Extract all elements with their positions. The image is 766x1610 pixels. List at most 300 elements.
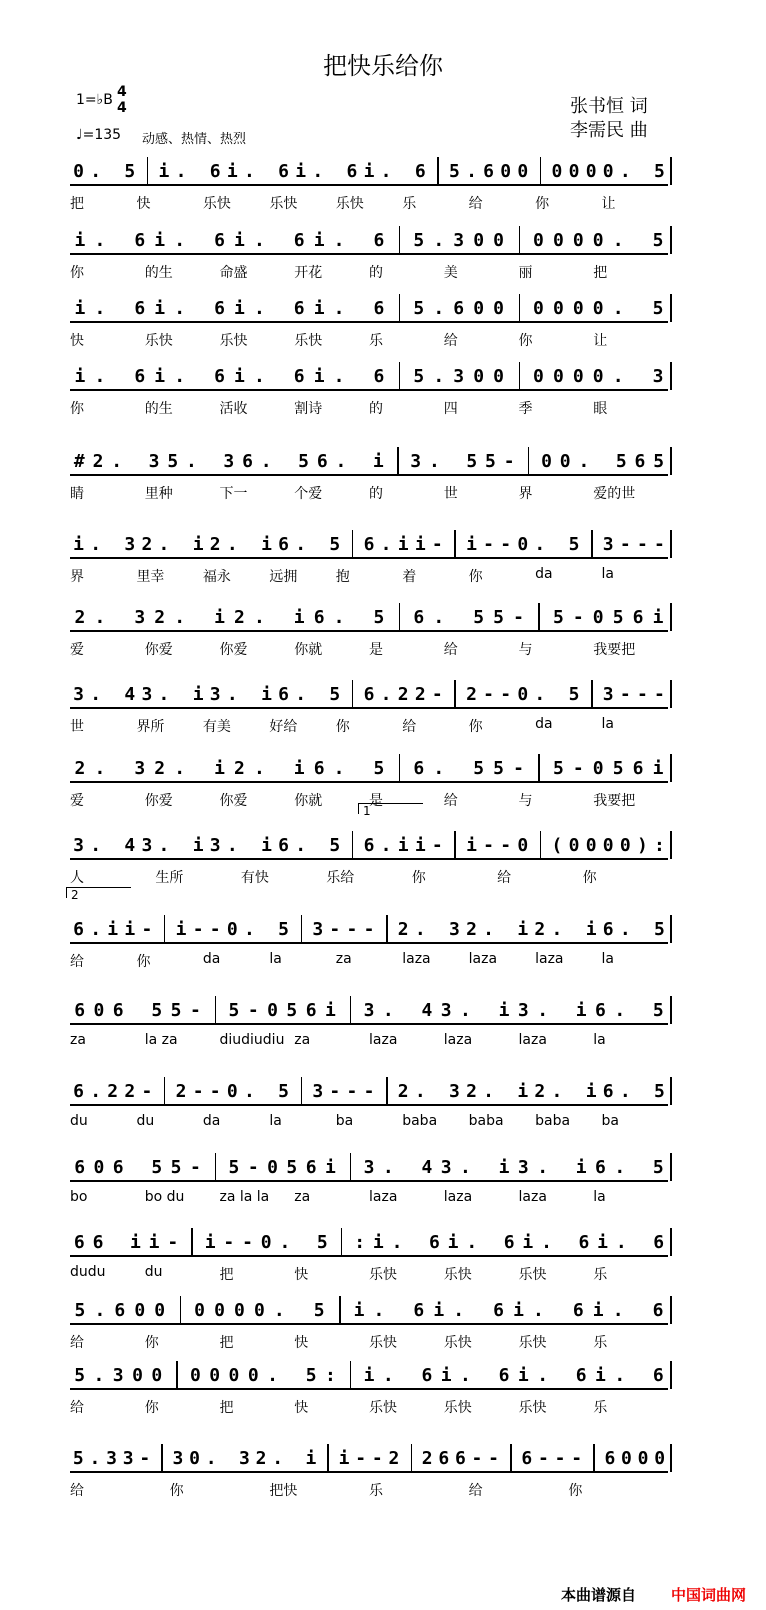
note: - xyxy=(363,919,375,940)
note: 0 xyxy=(517,161,529,182)
note: 6 xyxy=(572,1300,584,1321)
note: . xyxy=(253,758,265,779)
note: i xyxy=(148,1232,160,1253)
note: i xyxy=(214,758,225,779)
note: 6 xyxy=(653,1232,665,1253)
barline xyxy=(301,915,303,943)
note: 0 xyxy=(73,161,84,182)
lyric-word: 给 xyxy=(468,1483,483,1499)
note: i xyxy=(261,835,272,856)
lyric-word: laza xyxy=(443,1032,473,1048)
note: 2 xyxy=(397,1081,409,1102)
note: . xyxy=(537,1000,549,1021)
note: 0 xyxy=(552,366,564,387)
note: . xyxy=(433,230,445,251)
barline xyxy=(339,1296,341,1324)
note: . xyxy=(243,919,255,940)
note: . xyxy=(619,161,631,182)
note: 3 xyxy=(602,534,614,555)
lyric-word: 乐快 xyxy=(369,1335,397,1351)
note: i xyxy=(204,1232,216,1253)
note: 0 xyxy=(533,366,544,387)
barline xyxy=(399,362,401,390)
note: 0 xyxy=(517,835,529,856)
note: . xyxy=(335,451,347,472)
lyric-word: 你 xyxy=(335,719,350,735)
note: 3 xyxy=(453,230,465,251)
note: i xyxy=(338,1448,350,1469)
barline xyxy=(670,680,672,708)
beam-line xyxy=(70,1180,668,1182)
note: 6 xyxy=(134,366,146,387)
lyric-word: 把 xyxy=(219,1335,234,1351)
note: 0 xyxy=(621,1448,632,1469)
note: 5 xyxy=(316,1232,328,1253)
lyric-word: 里种 xyxy=(144,486,173,502)
note: . xyxy=(94,607,106,628)
note: 3 xyxy=(449,919,460,940)
note: . xyxy=(174,366,186,387)
note: - xyxy=(141,919,153,940)
note: 5 xyxy=(228,1000,240,1021)
note: . xyxy=(226,684,238,705)
notes-line xyxy=(0,680,766,714)
note: . xyxy=(174,298,186,319)
note: 6 xyxy=(278,161,289,182)
note: . xyxy=(537,1157,549,1178)
note: 2 xyxy=(397,919,409,940)
note: 3 xyxy=(363,1000,375,1021)
note: 6 xyxy=(493,1300,504,1321)
note: 3 xyxy=(517,1000,529,1021)
note: . xyxy=(428,451,440,472)
lyric-word: 爱 xyxy=(70,793,84,809)
lyric-word: 你 xyxy=(468,719,483,735)
note: 5 xyxy=(228,1157,240,1178)
lyric-word: za xyxy=(70,1032,86,1048)
lyric-word: la xyxy=(601,716,615,732)
note: 0 xyxy=(533,230,544,251)
notes-line xyxy=(0,603,766,637)
note: - xyxy=(371,1448,383,1469)
note: 0 xyxy=(209,1365,221,1386)
note: . xyxy=(414,1081,426,1102)
note: - xyxy=(554,1448,566,1469)
note: 0 xyxy=(602,161,614,182)
note: 5 xyxy=(167,451,179,472)
lyric-word: 乐快 xyxy=(202,196,231,212)
note: 5 xyxy=(493,758,504,779)
note: . xyxy=(614,1000,626,1021)
barline xyxy=(670,603,672,631)
note: 0 xyxy=(473,298,485,319)
note: 2 xyxy=(234,758,245,779)
note: . xyxy=(253,230,265,251)
time-signature-bottom: 4 xyxy=(117,100,127,116)
note: i xyxy=(433,1300,445,1321)
note: 5 xyxy=(466,451,478,472)
note: 6 xyxy=(293,366,305,387)
note: . xyxy=(433,298,445,319)
lyric-word: la xyxy=(269,951,282,967)
note: 3 xyxy=(148,451,160,472)
note: 5 xyxy=(413,298,425,319)
barline xyxy=(399,294,401,322)
note: 0 xyxy=(572,366,584,387)
note: 2 xyxy=(154,607,166,628)
barline xyxy=(352,530,354,558)
note: 5 xyxy=(652,1000,664,1021)
note: 6 xyxy=(112,1000,124,1021)
lyric-word: 给 xyxy=(443,793,458,809)
note: 3 xyxy=(410,451,422,472)
note: i xyxy=(597,1232,609,1253)
note: i xyxy=(522,1232,534,1253)
lyric-word: du xyxy=(70,1113,88,1129)
note: 6 xyxy=(373,298,385,319)
note: - xyxy=(471,1448,483,1469)
note: . xyxy=(158,684,170,705)
barline xyxy=(399,226,401,254)
note: i xyxy=(397,835,409,856)
note: 5 xyxy=(305,1365,317,1386)
lyrics-line xyxy=(0,566,766,588)
barline xyxy=(350,1361,352,1389)
note: 6 xyxy=(305,1157,317,1178)
beam-line xyxy=(70,1023,668,1025)
note: 5 xyxy=(612,758,624,779)
lyric-word: 乐快 xyxy=(219,333,248,349)
lyric-word: 有快 xyxy=(240,870,269,886)
note: . xyxy=(333,758,345,779)
note: i xyxy=(124,919,136,940)
note: 6 xyxy=(373,230,385,251)
note: i xyxy=(414,835,426,856)
note: i xyxy=(447,1232,459,1253)
note: . xyxy=(94,230,106,251)
lyric-word: du xyxy=(144,1264,163,1280)
note: 5 xyxy=(74,1300,86,1321)
note: i xyxy=(107,919,119,940)
notes-line xyxy=(0,915,766,949)
barline xyxy=(519,226,521,254)
note: 5 xyxy=(485,451,496,472)
lyric-word: 世 xyxy=(70,719,84,735)
barline xyxy=(593,1444,595,1472)
lyric-word: ba xyxy=(335,1113,354,1129)
lyric-word: 你 xyxy=(411,870,426,886)
lyric-word: 乐 xyxy=(369,333,383,349)
note: i xyxy=(313,298,325,319)
barline xyxy=(411,1444,413,1472)
note: i xyxy=(595,1365,606,1386)
lyric-word: 给 xyxy=(443,642,458,658)
note: 6 xyxy=(483,161,495,182)
note: 5 xyxy=(151,1000,163,1021)
lyric-word: baba xyxy=(468,1113,504,1129)
lyric-word: 季 xyxy=(518,401,533,417)
note: . xyxy=(226,835,238,856)
mood-marking: 动感、热情、热烈 xyxy=(142,132,247,147)
lyric-word: 你 xyxy=(169,1483,184,1499)
lyric-word: laza xyxy=(535,951,564,967)
note: . xyxy=(267,1365,278,1386)
note: 4 xyxy=(421,1000,433,1021)
note: i xyxy=(466,534,477,555)
note: 5 xyxy=(373,758,385,779)
note: . xyxy=(541,1232,552,1253)
note: i xyxy=(575,1157,587,1178)
note: - xyxy=(500,684,512,705)
note: i xyxy=(513,1300,524,1321)
note: 3 xyxy=(209,835,221,856)
lyric-word: 你 xyxy=(70,401,84,417)
note: 5 xyxy=(413,230,425,251)
note: 2 xyxy=(414,684,426,705)
note: 0 xyxy=(592,758,604,779)
barline xyxy=(191,1228,193,1256)
note: . xyxy=(614,1157,626,1178)
note: - xyxy=(209,1081,221,1102)
lyric-word: 与 xyxy=(518,642,533,658)
note: - xyxy=(346,1081,358,1102)
note: 3 xyxy=(141,684,153,705)
lyric-word: la xyxy=(601,566,615,582)
note: i xyxy=(234,298,245,319)
note: 2 xyxy=(154,758,166,779)
lyric-word: ba xyxy=(601,1113,620,1129)
lyrics-line xyxy=(0,951,766,973)
note: - xyxy=(242,1232,253,1253)
barline xyxy=(437,157,439,185)
note: 2 xyxy=(466,919,477,940)
lyric-word: 你爱 xyxy=(144,642,173,658)
lyric-word: 乐给 xyxy=(326,870,355,886)
note: # xyxy=(73,451,85,472)
lyric-word: 乐 xyxy=(593,1400,608,1416)
note: . xyxy=(612,230,624,251)
lyric-word: da xyxy=(202,951,221,967)
note: 6 xyxy=(373,366,385,387)
note: 0 xyxy=(559,451,571,472)
lyric-word: 里幸 xyxy=(136,569,165,585)
barline xyxy=(540,157,542,185)
note: i xyxy=(414,534,426,555)
lyric-word: 让 xyxy=(601,196,616,212)
note: - xyxy=(346,919,358,940)
lyric-word: 的生 xyxy=(144,401,173,417)
note: 3 xyxy=(124,534,136,555)
note: i xyxy=(73,534,84,555)
lyric-word: 的 xyxy=(369,401,383,417)
notes-line xyxy=(0,1228,766,1262)
note: . xyxy=(615,1232,627,1253)
lyric-word: 人 xyxy=(70,870,84,886)
barline xyxy=(350,1153,352,1181)
lyric-word: 的 xyxy=(369,265,383,281)
note: i xyxy=(585,1081,597,1102)
note: 0 xyxy=(619,835,631,856)
lyrics-line xyxy=(0,1189,766,1211)
note: 6 xyxy=(652,1300,664,1321)
note: 5 xyxy=(612,607,624,628)
note: 0 xyxy=(585,835,597,856)
note: 0 xyxy=(228,1365,240,1386)
note: . xyxy=(90,919,102,940)
lyric-word: 生所 xyxy=(155,870,184,886)
note: 3 xyxy=(517,1157,529,1178)
lyric-word: laza xyxy=(369,1189,398,1205)
note: 6 xyxy=(214,230,225,251)
note: i xyxy=(226,161,238,182)
note: i xyxy=(175,919,187,940)
note: 5 xyxy=(568,684,580,705)
note: 5 xyxy=(298,451,310,472)
note: i xyxy=(74,230,86,251)
note: 3 xyxy=(134,607,146,628)
note: 0 xyxy=(226,919,238,940)
beam-line xyxy=(70,1323,668,1325)
note: 0 xyxy=(572,298,584,319)
note: . xyxy=(380,684,392,705)
note: . xyxy=(433,366,445,387)
lyric-word: 你 xyxy=(144,1400,159,1416)
lyric-word: 把 xyxy=(219,1400,234,1416)
notes-line xyxy=(0,1361,766,1395)
note: 5 xyxy=(654,919,665,940)
note: . xyxy=(382,1000,394,1021)
note: 0 xyxy=(568,161,580,182)
note: 2 xyxy=(107,1081,119,1102)
lyric-word: 乐快 xyxy=(518,1400,547,1416)
lyric-word: 你 xyxy=(568,1483,583,1499)
lyric-word: 我要把 xyxy=(593,642,636,658)
note: - xyxy=(329,1081,341,1102)
note: . xyxy=(272,1448,284,1469)
note: . xyxy=(175,161,187,182)
note: 5 xyxy=(170,1000,182,1021)
barline xyxy=(327,1444,329,1472)
lyric-word: 个爱 xyxy=(294,486,323,502)
beam-line xyxy=(70,630,668,632)
lyric-word: 割诗 xyxy=(294,401,323,417)
lyrics-line xyxy=(0,867,766,889)
lyrics-line xyxy=(0,262,766,284)
beam-line xyxy=(70,389,668,391)
note: . xyxy=(534,684,546,705)
lyric-word: 丽 xyxy=(518,265,533,281)
note: . xyxy=(94,298,106,319)
note: 3 xyxy=(122,1448,134,1469)
note: - xyxy=(329,919,341,940)
beam-line xyxy=(70,253,668,255)
note: 5 xyxy=(170,1157,182,1178)
note: 6 xyxy=(595,1000,606,1021)
note: . xyxy=(414,919,426,940)
lyric-word: bo du xyxy=(144,1189,185,1205)
note: 3 xyxy=(312,1081,324,1102)
barline xyxy=(510,1444,512,1472)
note: 5 xyxy=(329,835,341,856)
notes-line xyxy=(0,157,766,191)
note: 6 xyxy=(498,1365,510,1386)
lyrics-line xyxy=(0,1264,766,1286)
note: . xyxy=(612,1300,624,1321)
note: 0 xyxy=(93,1000,105,1021)
note: . xyxy=(380,534,392,555)
notes-line xyxy=(0,1153,766,1187)
beam-line xyxy=(70,1255,668,1257)
barline xyxy=(397,447,399,475)
notes-line xyxy=(0,1444,766,1478)
note: 5 xyxy=(654,1081,665,1102)
beam-line xyxy=(70,707,668,709)
note: i xyxy=(305,1448,317,1469)
note: 0 xyxy=(585,161,597,182)
footer-site: 中国词曲网 xyxy=(670,1586,746,1604)
note: i xyxy=(74,366,86,387)
lyric-word: za xyxy=(294,1032,311,1048)
barline xyxy=(538,754,540,782)
note: i xyxy=(517,1081,529,1102)
lyric-word: da xyxy=(202,1113,221,1129)
note: . xyxy=(380,835,392,856)
lyric-word: 快 xyxy=(70,333,84,349)
note: i xyxy=(324,1000,336,1021)
note: 5 xyxy=(653,451,665,472)
note: . xyxy=(619,919,631,940)
note: i xyxy=(154,298,166,319)
lyric-word: 活收 xyxy=(219,401,248,417)
lyrics-line xyxy=(0,330,766,352)
note: 6 xyxy=(453,298,465,319)
note: - xyxy=(513,607,524,628)
note: 5 xyxy=(652,298,664,319)
note: - xyxy=(431,684,443,705)
barline xyxy=(341,1228,343,1256)
note: i xyxy=(652,758,664,779)
lyric-word: 四 xyxy=(443,401,458,417)
lyric-word: la xyxy=(593,1032,606,1048)
note: 2 xyxy=(141,534,153,555)
barline xyxy=(670,915,672,943)
note: - xyxy=(500,835,512,856)
lyric-word: 乐 xyxy=(402,196,417,212)
note: i xyxy=(313,366,325,387)
lyric-word: 快 xyxy=(294,1400,309,1416)
volta-bracket: 2 xyxy=(66,887,131,898)
lyrics-line xyxy=(0,193,766,215)
note: 0 xyxy=(551,161,563,182)
note: 2 xyxy=(124,1081,136,1102)
note: 6 xyxy=(634,451,646,472)
note: 6 xyxy=(632,607,644,628)
note: : xyxy=(654,835,665,856)
lyric-word: 把快 xyxy=(269,1483,298,1499)
note: 0 xyxy=(253,1300,265,1321)
note: 0 xyxy=(267,1000,278,1021)
barline xyxy=(454,680,456,708)
barline xyxy=(670,1077,672,1105)
note: i xyxy=(440,1365,452,1386)
lyric-word: 你爱 xyxy=(219,793,248,809)
note: 0 xyxy=(500,161,512,182)
lyric-word: 给 xyxy=(468,196,483,212)
note: 6 xyxy=(73,1232,85,1253)
note: i xyxy=(498,1157,510,1178)
note: 2 xyxy=(466,1081,477,1102)
note: . xyxy=(551,919,563,940)
